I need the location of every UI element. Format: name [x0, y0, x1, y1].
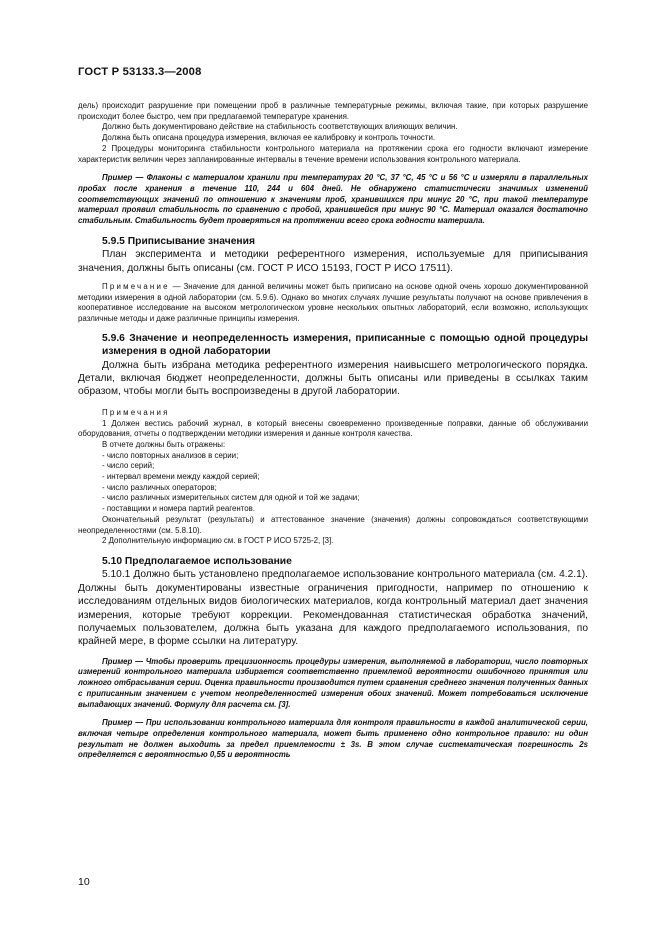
paragraph: План эксперимента и методики референтного измерения, используемые для приписывания значения, должны быть описаны (см. ГОСТ Р ИСО 15193, ГОСТ Р ИСО 17511).	[78, 249, 588, 274]
list-item: - интервал времени между каждой серией;	[102, 472, 260, 482]
example-block: Пример — Чтобы проверить прецизионность процедуры измерения, выполняемой в лаборатории, число повторных измерений контрольного материала избирается соответственно приемлемой вероятности ошибочного принятия или ложного отбрасывания серии. Оценка правильности производится путем сравнения среднего значения полученных данных с приписанным значением с учетом неопределенностей измерения обоих значений. Может потребоваться исключение выпадающих значений. Формулу для расчета см. [3].	[78, 656, 588, 709]
notes-label: Примечания	[102, 407, 170, 417]
list-item: - число повторных анализов в серии;	[102, 450, 239, 460]
note-item: Окончательный результат (результаты) и аттестованное значение (значения) должны сопровождаться соответствующими неопределенностями (см. 5.8.10).	[78, 514, 588, 535]
note-item: 2 Дополнительную информацию см. в ГОСТ Р ИСО 5725-2, [3].	[102, 536, 334, 546]
list-item: - число серий;	[102, 461, 155, 471]
list-item: - число различных измерительных систем для одной и той же задачи;	[102, 493, 360, 503]
note-item: 1 Должен вестись рабочий журнал, в который внесены своевременно произведенные поправки, данные об обслуживании оборудования, отчеты о подтверждении методики измерения и данные контроля качества.	[78, 418, 588, 439]
section-heading-5-10: 5.10 Предполагаемое использование	[102, 555, 292, 567]
list-item: - число различных операторов;	[102, 482, 217, 492]
note-item: В отчете должны быть отражены:	[102, 439, 226, 449]
list-item: - поставщики и номера партий реагентов.	[102, 504, 256, 514]
page-content	[78, 101, 588, 761]
example-block: Пример — Флаконы с материалом хранили при температурах 20 °С, 37 °С, 45 °С и 56 °С и измеряли в параллельных пробах после хранения в течение 110, 244 и 604 дней. Не обнаружено статистически значимых изменений соответствующих значений по отношению к значениям проб, хранившихся при минус 20 °С, при такой температуре материал проявил стабильность по сравнению с пробой, хранившейся при минус 90 °С. Материал оказался достаточно стабильным. Стабильность будет проверяться на протяжении всего срока годности материала.	[78, 173, 588, 226]
example-block: Пример — При использовании контрольного материала для контроля правильности в каждой аналитической серии, включая четыре определения контрольного материала, может быть применено одно контрольное правило: ни один результат не должен выходить за предел приемлемости ± 3s. В этом случае систематическая погрешность 2s определяется с вероятностью 0,55 и вероятность	[78, 718, 588, 760]
paragraph: 2 Процедуры мониторинга стабильности контрольного материала на протяжении срока его годности включают измерение характеристик величин через запланированные интервалы в течение времени использования контрольного материала.	[78, 143, 588, 164]
section-heading-5-9-5: 5.9.5 Приписывание значения	[102, 235, 255, 247]
paragraph: дель) происходит разрушение при помещении проб в различные температурные режимы, включая такие, при которых разрушение происходит более быстро, чем при предлагаемой температуре хранения.	[78, 101, 588, 121]
paragraph: 5.10.1 Должно быть установлено предполагаемое использование контрольного материала (см. 4.2.1). Должны быть документированы известные ограничения пригодности, например по отношению к исследованиям отдельных видов биологических материалов, когда контрольный материал дает значения измерения, которые требуют коррекции. Рекомендованная статистическая обработка значений, получаемых пользователем, должна быть указана для каждого предполагаемого использования, по крайней мере, в форме ссылки на литературу.	[78, 569, 588, 648]
note-text: — Значение для данной величины может быть приписано на основе одной очень хорошо документированной методики измерения в одной лаборатории (см. 5.9.6). Однако во многих случаях лучшие результаты получают на основе привлечения в кооперативное исследование на высоком метрологическом уровне нескольких опытных лабораторий, если возможно, использующих различные методы и даже различные принципы измерения.	[78, 281, 588, 324]
paragraph: Должна быть описана процедура измерения, включая ее калибровку и контроль точности.	[102, 133, 436, 143]
note-label: Примечание	[102, 281, 170, 291]
page-header: ГОСТ Р 53133.3—2008	[78, 66, 202, 78]
paragraph: Должно быть документировано действие на стабильность соответствующих влияющих величин.	[102, 122, 458, 132]
note-block	[78, 282, 588, 325]
section-heading-5-9-6: 5.9.6 Значение и неопределенность измерения, приписанные с помощью одной процедуры измерения в одной лаборатории	[102, 332, 588, 358]
paragraph: Должна быть избрана методика референтного измерения наивысшего метрологического порядка. Детали, включая бюджет неопределенности, должны быть описаны или приведены в ссылках таким образом, чтобы могли быть воспроизведены в другой лаборатории.	[78, 359, 588, 398]
page-number: 10	[78, 876, 90, 888]
report-list	[78, 451, 588, 515]
